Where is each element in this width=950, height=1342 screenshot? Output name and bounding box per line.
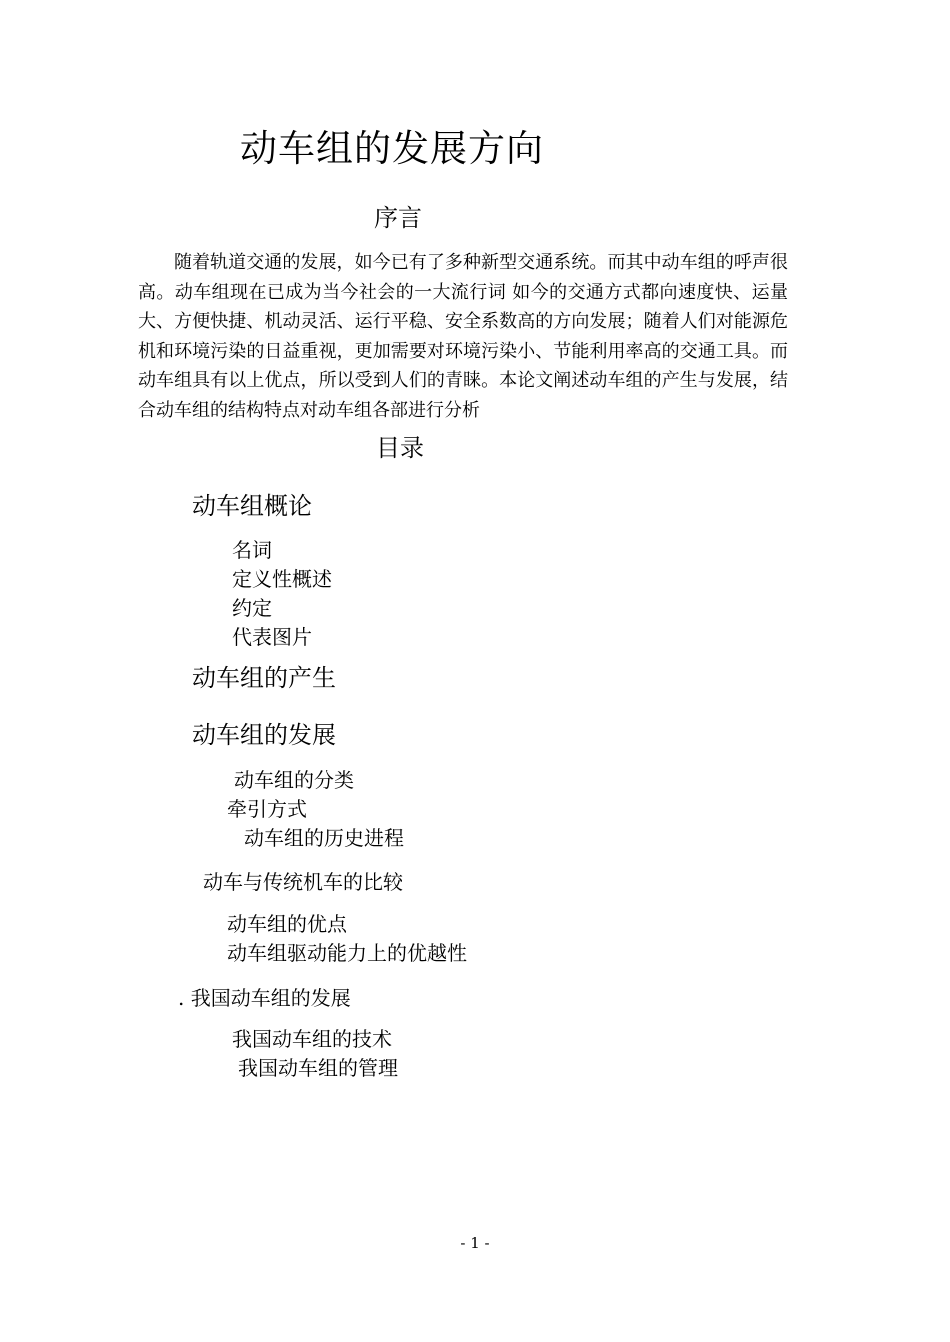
toc-item-conventions: 约定 — [232, 596, 272, 620]
toc-item-overview: 动车组概论 — [192, 492, 312, 520]
toc-item-definition: 定义性概述 — [232, 567, 332, 591]
preface-paragraph — [138, 248, 788, 425]
toc-item-china-technology: 我国动车组的技术 — [232, 1027, 392, 1051]
document-title: 动车组的发展方向 — [240, 127, 544, 170]
page-number: - 1 - — [460, 1234, 490, 1252]
toc-item-traction: 牵引方式 — [227, 797, 307, 821]
toc-item-drive-superiority: 动车组驱动能力上的优越性 — [227, 941, 467, 965]
preface-heading: 序言 — [374, 204, 422, 232]
toc-item-origin: 动车组的产生 — [192, 664, 336, 692]
toc-item-pictures: 代表图片 — [232, 625, 312, 649]
toc-item-comparison: 动车与传统机车的比较 — [203, 870, 403, 894]
toc-item-classification: 动车组的分类 — [234, 768, 354, 792]
toc-item-history: 动车组的历史进程 — [244, 826, 404, 850]
toc-heading: 目录 — [376, 434, 424, 462]
toc-item-advantages: 动车组的优点 — [227, 912, 347, 936]
toc-item-china-management: 我国动车组的管理 — [238, 1056, 398, 1080]
toc-item-china-development: . 我国动车组的发展 — [178, 986, 351, 1010]
toc-item-development: 动车组的发展 — [192, 721, 336, 749]
toc-item-terms: 名词 — [232, 538, 272, 562]
preface-text: 随着轨道交通的发展，如今已有了多种新型交通系统。而其中动车组的呼声很高。动车组现在已成为当今社会的一大流行词 如今的交通方式都向速度快、运量大、方便快捷、机动灵活、运行平稳、安全系数高的方向发展；随着人们对能源危机和环境污染的日益重视，更加需要对环境污染小、节能利用率高的交通工具。而动车组具有以上优点，所以受到人们的青睐。本论文阐述动车组的产生与发展，结合动车组的结构特点对动车组各部进行分析 — [138, 252, 788, 421]
